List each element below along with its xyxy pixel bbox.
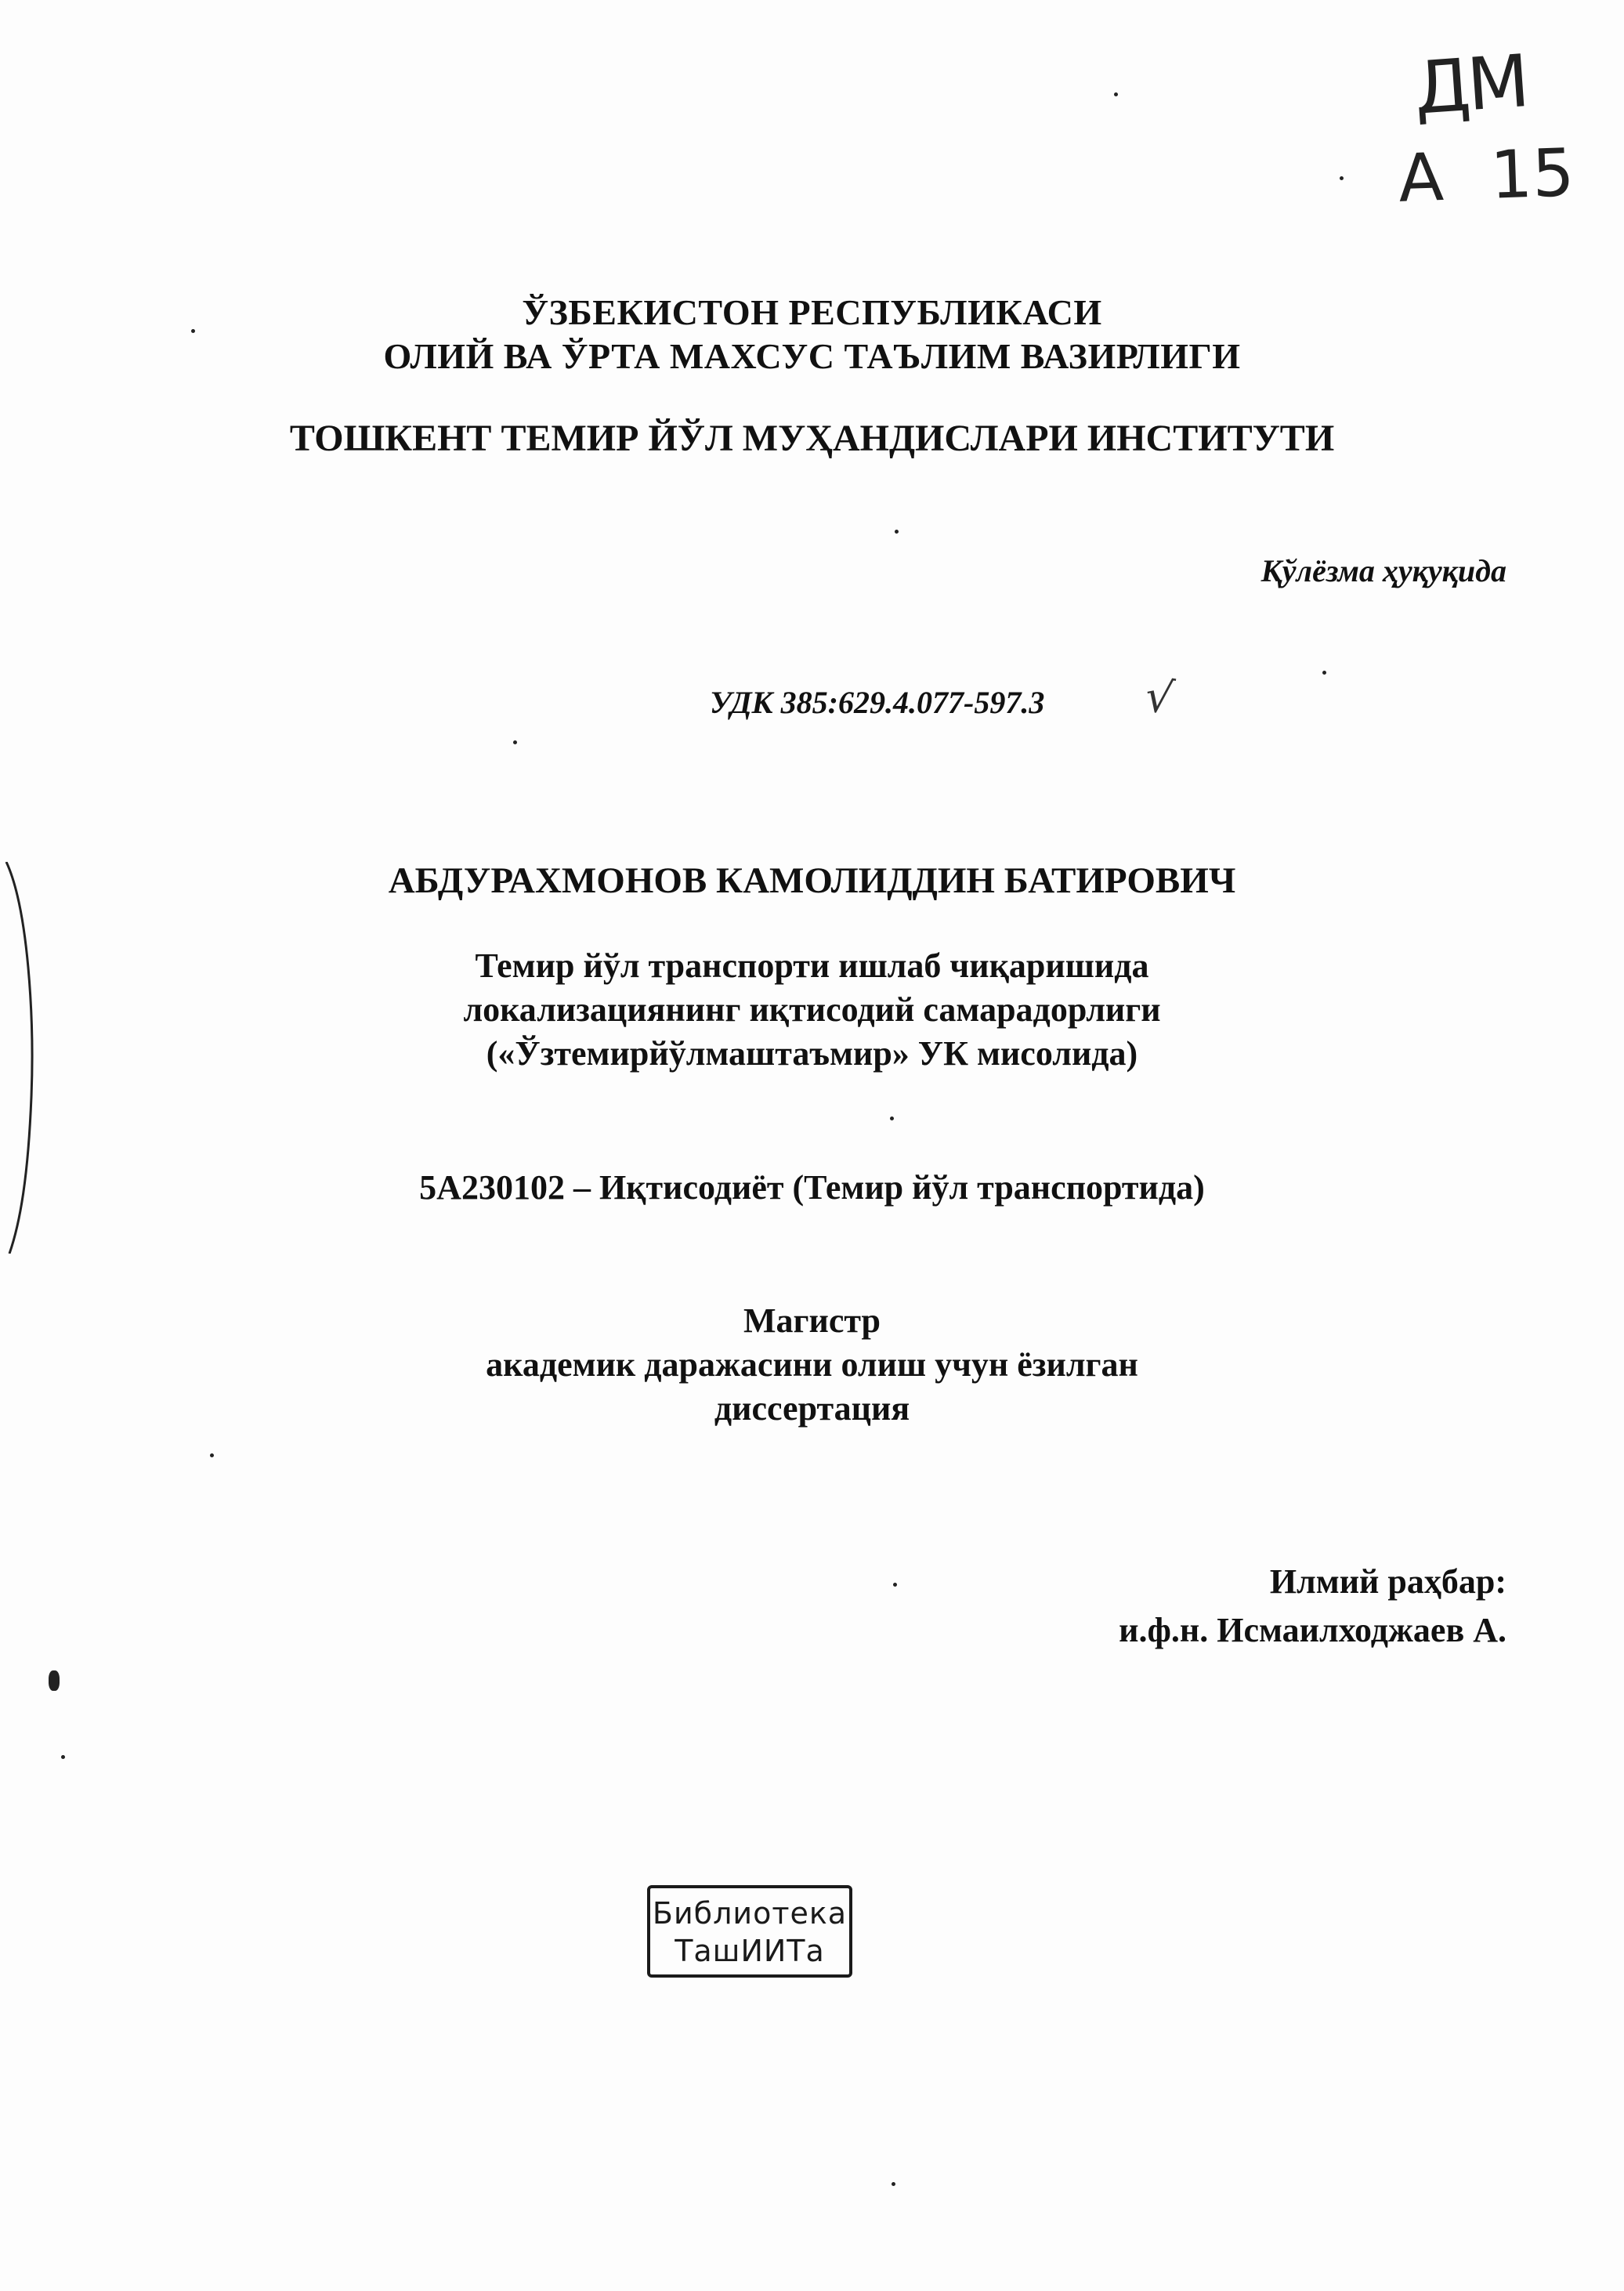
manuscript-rights-note: Қўлёзма ҳуқуқида bbox=[1260, 553, 1506, 588]
scan-speck bbox=[61, 1755, 65, 1759]
topic-line-3: («Ўзтемирйўлмаштаъмир» УК мисолида) bbox=[486, 1034, 1138, 1073]
scan-speck bbox=[1322, 671, 1326, 675]
scan-speck bbox=[895, 530, 899, 534]
scan-speck bbox=[893, 1583, 897, 1587]
scan-speck bbox=[892, 2182, 895, 2186]
udk-code: УДК 385:629.4.077-597.3 bbox=[710, 685, 1045, 720]
specialty-code: 5А230102 – Иқтисодиёт (Темир йўл транспортида) bbox=[419, 1168, 1205, 1207]
author-name: АБДУРАХМОНОВ КАМОЛИДДИН БАТИРОВИЧ bbox=[388, 860, 1236, 901]
handwritten-catalog-mark bbox=[1411, 39, 1528, 131]
scan-speck bbox=[1340, 176, 1344, 180]
institute-heading: ТОШКЕНТ ТЕМИР ЙЎЛ МУҲАНДИСЛАРИ ИНСТИТУТИ bbox=[289, 418, 1335, 459]
handwritten-catalog-number bbox=[1397, 134, 1575, 217]
checkmark-icon: √ bbox=[1141, 670, 1177, 726]
library-stamp bbox=[647, 1885, 852, 1978]
handwritten-number: 15 bbox=[1488, 134, 1576, 214]
scan-speck bbox=[1114, 92, 1118, 96]
supervisor-name: и.ф.н. Исмаилходжаев А. bbox=[1119, 1611, 1506, 1649]
handwritten-letter: А bbox=[1397, 138, 1445, 217]
degree-line-2: академик даражасини олиш учун ёзилган bbox=[486, 1345, 1138, 1384]
scan-margin-line bbox=[5, 862, 36, 1254]
handwritten-line-1: ДМ bbox=[1411, 39, 1529, 131]
topic-line-1: Темир йўл транспорти ишлаб чиқаришида bbox=[475, 946, 1149, 985]
topic-line-2: локализациянинг иқтисодий самарадорлиги bbox=[463, 990, 1161, 1029]
stamp-line-1: Библиотека bbox=[652, 1896, 848, 1931]
scan-speck bbox=[513, 740, 517, 744]
republic-heading: ЎЗБЕКИСТОН РЕСПУБЛИКАСИ bbox=[522, 292, 1102, 332]
scan-speck bbox=[210, 1453, 214, 1457]
ministry-heading: ОЛИЙ ВА ЎРТА МАХСУС ТАЪЛИМ ВАЗИРЛИГИ bbox=[383, 336, 1241, 376]
stamp-line-2: ТашИИТа bbox=[675, 1934, 825, 1968]
scan-speck bbox=[49, 1670, 60, 1691]
degree-line-3: диссертация bbox=[714, 1389, 910, 1428]
scan-speck bbox=[890, 1117, 894, 1120]
scan-speck bbox=[191, 329, 195, 333]
degree-line-1: Магистр bbox=[743, 1301, 881, 1340]
supervisor-label: Илмий раҳбар: bbox=[1269, 1562, 1506, 1601]
